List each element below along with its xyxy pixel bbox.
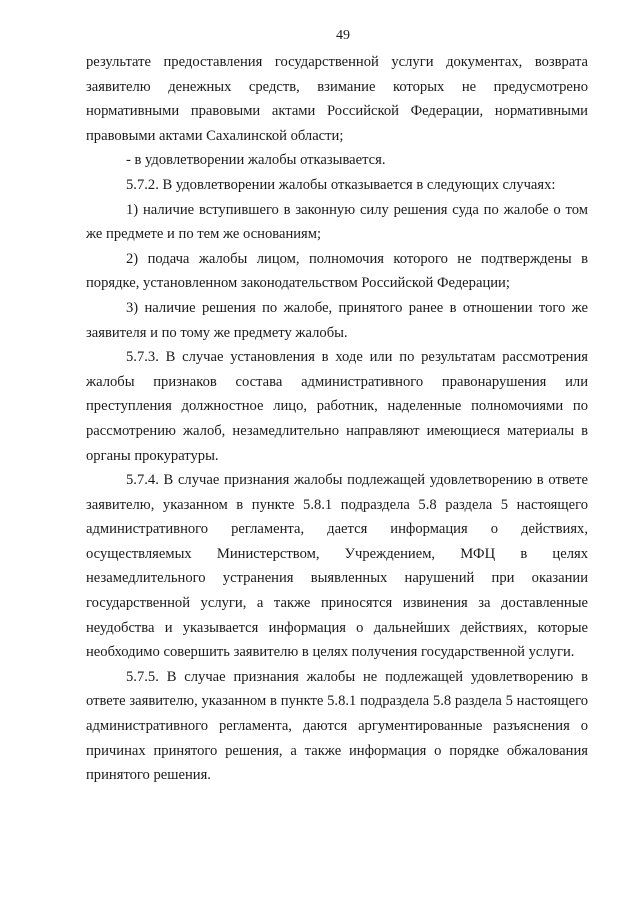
paragraph-7: 5.7.3. В случае установления в ходе или по результатам рассмотрения жалобы признаков состава административного правонарушения или преступления должностное лицо, работник, наделенные полномочиями по рассмотрению жалоб, незамедлительно направляют имеющиеся материалы в органы прокуратуры. [86,349,588,464]
paragraph-4: 1) наличие вступившего в законную силу решения суда по жалобе о том же предмете и по тем же основаниям; [86,201,588,243]
paragraph-6: 3) наличие решения по жалобе, принятого ранее в отношении того же заявителя и по тому же предмету жалобы. [86,299,588,341]
paragraph-9: 5.7.5. В случае признания жалобы не подлежащей удовлетворению в ответе заявителю, указанном в пункте 5.8.1 подраздела 5.8 раздела 5 настоящего административного регламента, даются аргументированные разъяснения о причинах принятого решения, а также информация о порядке обжалования принятого решения. [86,668,588,784]
page-number: 49 [336,28,350,43]
paragraph-5: 2) подача жалобы лицом, полномочия которого не подтверждены в порядке, установленном законодательством Российской Федерации; [86,250,588,292]
paragraph-8: 5.7.4. В случае признания жалобы подлежащей удовлетворению в ответе заявителю, указанном в пункте 5.8.1 подраздела 5.8 раздела 5 настоящего административного регламента, дается информация о действиях, осуществляемых Министерством, Учреждением, МФЦ в целях незамедлительного устранения выявленных нарушений при оказании государственной услуги, а также приносятся извинения за доставленные неудобства и указывается информация о дальнейших действиях, которые необходимо совершить заявителю в целях получения государственной услуги. [86,472,588,661]
paragraph-2: - в удовлетворении жалобы отказывается. [126,152,386,169]
paragraph-3: 5.7.2. В удовлетворении жалобы отказывается в следующих случаях: [126,176,556,193]
paragraph-1: результате предоставления государственной услуги документах, возврата заявителю денежных средств, взимание которых не предусмотрено нормативными правовыми актами Российской Федерации, нормативными правовыми актами Сахалинской области; [86,54,588,144]
